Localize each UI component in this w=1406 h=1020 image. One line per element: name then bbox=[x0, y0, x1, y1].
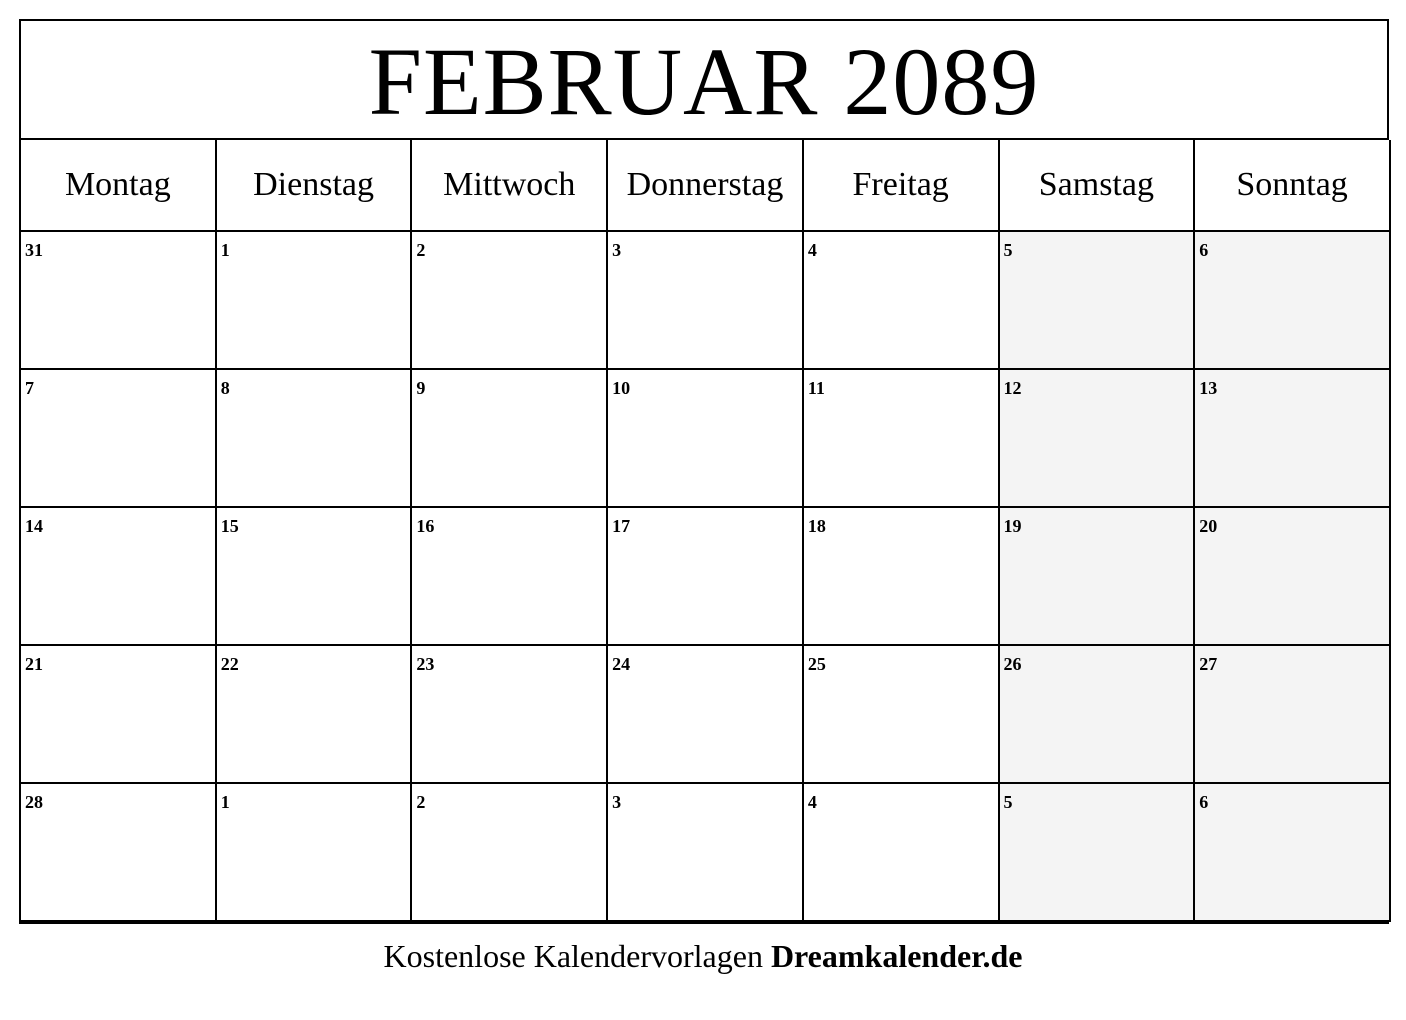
day-cell bbox=[804, 782, 1000, 922]
day-number: 10 bbox=[612, 378, 631, 398]
day-cell bbox=[217, 644, 413, 784]
day-number: 14 bbox=[25, 516, 43, 536]
day-cell bbox=[608, 368, 804, 508]
day-cell-weekend bbox=[1000, 506, 1196, 646]
day-number: 16 bbox=[416, 516, 435, 536]
weekday-header-friday: Freitag bbox=[804, 140, 1000, 232]
day-number: 2 bbox=[416, 240, 426, 260]
day-cell bbox=[804, 644, 1000, 784]
day-number: 26 bbox=[1003, 654, 1022, 674]
title-box bbox=[19, 19, 1389, 140]
weekday-header-monday: Montag bbox=[21, 140, 217, 232]
footer bbox=[0, 938, 1406, 975]
day-number: 1 bbox=[220, 240, 230, 260]
day-cell-weekend bbox=[1000, 230, 1196, 370]
calendar bbox=[19, 19, 1389, 924]
day-cell bbox=[217, 782, 413, 922]
day-cell bbox=[217, 230, 413, 370]
day-cell bbox=[804, 230, 1000, 370]
day-number: 8 bbox=[220, 378, 230, 398]
day-number: 5 bbox=[1003, 792, 1013, 812]
day-number: 28 bbox=[25, 792, 43, 812]
day-number: 2 bbox=[416, 792, 426, 812]
day-cell bbox=[217, 506, 413, 646]
day-number: 7 bbox=[25, 378, 34, 398]
day-cell bbox=[608, 230, 804, 370]
day-number: 12 bbox=[1003, 378, 1022, 398]
footer-brand-link[interactable]: Dreamkalender.de bbox=[770, 938, 1023, 974]
day-cell bbox=[21, 644, 217, 784]
calendar-grid bbox=[19, 140, 1389, 924]
day-number: 31 bbox=[25, 240, 43, 260]
day-cell-weekend bbox=[1195, 368, 1391, 508]
day-number: 3 bbox=[612, 792, 622, 812]
day-cell bbox=[608, 644, 804, 784]
day-number: 18 bbox=[807, 516, 826, 536]
day-cell bbox=[21, 368, 217, 508]
day-number: 21 bbox=[25, 654, 43, 674]
calendar-title: FEBRUAR 2089 bbox=[368, 27, 1040, 135]
day-cell-weekend bbox=[1000, 368, 1196, 508]
day-number: 20 bbox=[1199, 516, 1218, 536]
day-number: 6 bbox=[1199, 792, 1209, 812]
day-cell bbox=[217, 368, 413, 508]
day-cell-weekend bbox=[1000, 782, 1196, 922]
day-number: 22 bbox=[220, 654, 239, 674]
day-cell-weekend bbox=[1195, 230, 1391, 370]
day-number: 15 bbox=[220, 516, 239, 536]
day-number: 5 bbox=[1003, 240, 1013, 260]
footer-text: Kostenlose Kalendervorlagen bbox=[383, 938, 763, 974]
day-cell-weekend bbox=[1195, 506, 1391, 646]
day-number: 9 bbox=[416, 378, 426, 398]
day-number: 11 bbox=[807, 378, 825, 398]
day-cell bbox=[412, 782, 608, 922]
day-cell bbox=[412, 506, 608, 646]
day-cell bbox=[21, 782, 217, 922]
day-cell-weekend bbox=[1000, 644, 1196, 784]
weekday-header-thursday: Donnerstag bbox=[608, 140, 804, 232]
day-number: 25 bbox=[807, 654, 826, 674]
weekday-header-wednesday: Mittwoch bbox=[412, 140, 608, 232]
day-number: 19 bbox=[1003, 516, 1022, 536]
weekday-header-saturday: Samstag bbox=[1000, 140, 1196, 232]
day-number: 1 bbox=[220, 792, 230, 812]
day-number: 4 bbox=[807, 240, 817, 260]
day-cell-weekend bbox=[1195, 782, 1391, 922]
weekday-header-tuesday: Dienstag bbox=[217, 140, 413, 232]
day-cell bbox=[21, 506, 217, 646]
day-number: 13 bbox=[1199, 378, 1218, 398]
day-cell bbox=[608, 782, 804, 922]
day-number: 24 bbox=[612, 654, 631, 674]
day-number: 4 bbox=[807, 792, 817, 812]
day-cell bbox=[412, 230, 608, 370]
day-number: 6 bbox=[1199, 240, 1209, 260]
day-cell bbox=[804, 368, 1000, 508]
day-cell bbox=[804, 506, 1000, 646]
day-number: 23 bbox=[416, 654, 435, 674]
day-cell bbox=[608, 506, 804, 646]
weekday-header-sunday: Sonntag bbox=[1195, 140, 1391, 232]
day-number: 17 bbox=[612, 516, 631, 536]
day-cell-weekend bbox=[1195, 644, 1391, 784]
day-cell bbox=[412, 644, 608, 784]
day-number: 27 bbox=[1199, 654, 1218, 674]
day-cell bbox=[21, 230, 217, 370]
day-cell bbox=[412, 368, 608, 508]
day-number: 3 bbox=[612, 240, 622, 260]
